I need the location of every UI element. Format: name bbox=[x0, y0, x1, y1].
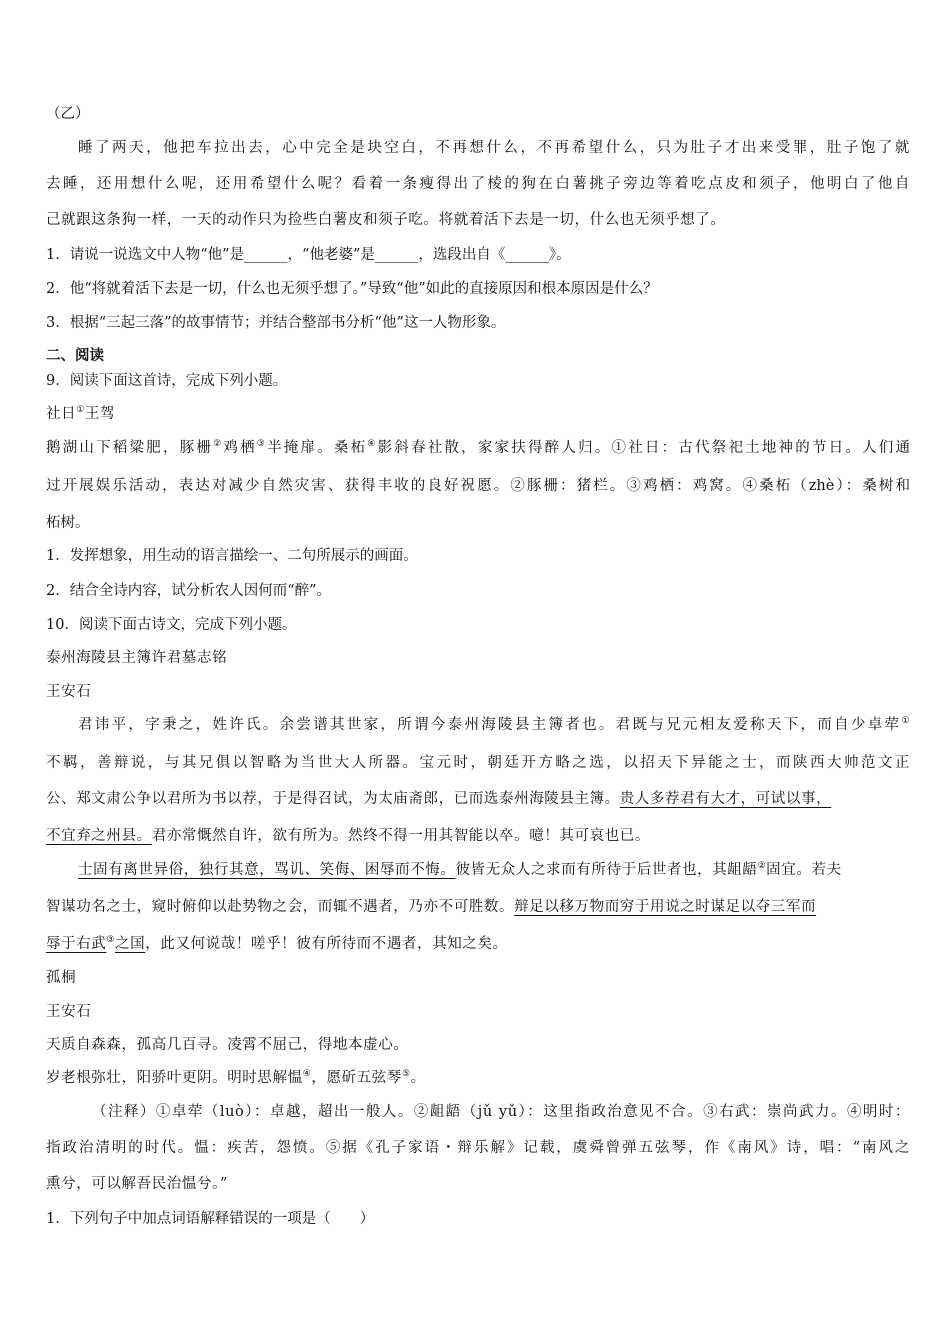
poem-line-2 bbox=[46, 1068, 910, 1088]
question-2: 2．他“将就着活下去是一切，什么也无须乎想了。”导致“他”如此的直接原因和根本原因是什么？ bbox=[46, 281, 658, 297]
q9-sub-1: 1．发挥想象，用生动的语言描绘一、二句所展示的画面。 bbox=[46, 548, 418, 564]
part-yi-label: （乙） bbox=[46, 106, 90, 122]
notes-line-3: 熏兮，可以解吾民治愠兮。” bbox=[46, 1176, 228, 1192]
footnote-mark: ④ bbox=[367, 439, 378, 450]
poem-text: 半掩扉。桑柘 bbox=[267, 440, 368, 456]
poem-text: 。 bbox=[410, 1070, 426, 1086]
underlined-sentence: 贵人多荐君有大才，可试以事， bbox=[619, 791, 832, 807]
q10-intro: 10．阅读下面古诗文，完成下列小题。 bbox=[46, 617, 297, 633]
poem-title: 孤桐 bbox=[46, 970, 77, 986]
poem-text: 鹅湖山下稻粱肥，豚栅 bbox=[46, 440, 214, 456]
poem-text: 岁老根弥壮，阳骄叶更阴。明时思解愠 bbox=[46, 1070, 303, 1086]
q9-title-text: 社日 bbox=[46, 406, 77, 422]
footnote-mark: ① bbox=[76, 405, 85, 416]
q9-intro: 9．阅读下面这首诗，完成下列小题。 bbox=[46, 373, 288, 389]
q9-sub-2: 2．结合全诗内容，试分析农人因何而“醉”。 bbox=[46, 583, 332, 599]
underlined-sentence: 士固有离世异俗，独行其意，骂讥、笑侮、困辱而不悔。 bbox=[78, 862, 456, 878]
notes-line-2: 指政治清明的时代。愠：疾苦，怨愤。⑤据《孔子家语・辩乐解》记载，虞舜曾弹五弦琴，作《南风》诗，唱：“南风之 bbox=[46, 1140, 910, 1156]
notes-line-1: （注释）①卓荦（luò）：卓越，超出一般人。②龃龉（jǔ yǔ）：这里指政治意见不合。③右武：崇尚武力。④明时： bbox=[92, 1104, 910, 1120]
q9-note-line-2: 过开展娱乐活动，表达对减少自然灾害、获得丰收的良好祝愿。②豚栅：猪栏。③鸡栖：鸡窝。④桑柘（zhè）：桑树和 bbox=[46, 478, 910, 494]
poem-text: ，愿斫五弦琴 bbox=[311, 1070, 402, 1086]
essay-p2-line-2 bbox=[46, 897, 910, 917]
q10-sub-1: 1．下列句子中加点词语解释错误的一项是（ ） bbox=[46, 1211, 375, 1227]
essay-p1-line-3 bbox=[46, 789, 910, 809]
footnote-mark: ⑤ bbox=[401, 1069, 411, 1080]
essay-text: 君讳平，字秉之，姓许氏。余尝谱其世家，所谓今泰州海陵县主簿者也。君既与兄元相友爱称天下，而自少卓荦 bbox=[78, 717, 902, 733]
essay-text: 智谋功名之士，窥时俯仰以赴势物之会，而辄不遇者，乃亦不可胜数。 bbox=[46, 899, 515, 915]
q9-poem-line bbox=[46, 438, 910, 458]
question-1: 1．请说一说选文中人物“他”是______，“他老婆”是______，选段出自《______》。 bbox=[46, 247, 571, 263]
poem-author: 王安石 bbox=[46, 1004, 92, 1020]
poem-text: 鸡栖 bbox=[223, 440, 257, 456]
q9-note-line-3: 柘树。 bbox=[46, 515, 90, 531]
essay-p1-line-2: 不羁，善辩说，与其兄俱以智略为当世大人所器。宝元时，朝廷开方略之选，以招天下异能之士，而陕西大帅范文正 bbox=[46, 755, 910, 771]
essay-text: ，此又何说哉！嗟乎！彼有所待而不遇者，其知之矣。 bbox=[145, 936, 508, 952]
passage-line-2: 去睡，还用想什么呢，还用希望什么呢？看着一条瘦得出了棱的狗在白薯挑子旁边等着吃点皮和须子，他明白了他自 bbox=[46, 176, 910, 192]
footnote-mark: ④ bbox=[302, 1069, 312, 1080]
poem-text: 影斜春社散，家家扶得醉人归。①社日：古代祭祀土地神的节日。人们通 bbox=[377, 440, 911, 456]
essay-text: 君亦常慨然自许，欲有所为。然终不得一用其智能以卒。噫！其可哀也已。 bbox=[151, 828, 650, 844]
footnote-mark: ② bbox=[757, 861, 767, 872]
underlined-sentence: 辱于右武 bbox=[46, 936, 107, 952]
essay-p2-line-1 bbox=[78, 860, 910, 880]
poem-line-1: 天质自森森，孤高几百寻。凌霄不屈己，得地本虚心。 bbox=[46, 1037, 409, 1053]
q9-poem-title bbox=[46, 404, 910, 424]
footnote-mark: ② bbox=[213, 439, 224, 450]
passage-line-3: 己就跟这条狗一样，一天的动作只为捡些白薯皮和须子吃。将就着活下去是一切，什么也无须乎想了。 bbox=[46, 212, 726, 228]
q9-author: 王驾 bbox=[84, 406, 116, 422]
underlined-sentence: 不宜弃之州县。 bbox=[46, 828, 152, 844]
footnote-mark: ③ bbox=[256, 439, 268, 450]
essay-p1-line-4 bbox=[46, 826, 910, 846]
footnote-mark: ① bbox=[901, 716, 910, 727]
essay-text: 彼皆无众人之求而有所待于后世者也，其龃龉 bbox=[455, 862, 758, 878]
essay-text: 固宜。若夫 bbox=[766, 862, 842, 878]
q10-title: 泰州海陵县主簿许君墓志铭 bbox=[46, 650, 228, 666]
question-3: 3．根据“三起三落”的故事情节；并结合整部书分析“他”这一人物形象。 bbox=[46, 315, 506, 331]
underlined-sentence: 之国 bbox=[115, 936, 146, 952]
underlined-sentence: 辩足以移万物而穷于用说之时谋足以夺三军而 bbox=[514, 899, 817, 915]
essay-text: 公、郑文肃公争以君所为书以荐，于是得召试，为太庙斋郎，已而选泰州海陵县主簿。 bbox=[46, 791, 620, 807]
essay-p2-line-3 bbox=[46, 934, 910, 954]
section-heading: 二、阅读 bbox=[46, 347, 104, 364]
essay-p1-line-1 bbox=[78, 715, 910, 735]
footnote-mark: ③ bbox=[106, 935, 116, 946]
q10-author: 王安石 bbox=[46, 684, 92, 700]
passage-line-1: 睡了两天，他把车拉出去，心中完全是块空白，不再想什么，不再希望什么，只为肚子才出来受罪，肚子饱了就 bbox=[78, 140, 910, 156]
